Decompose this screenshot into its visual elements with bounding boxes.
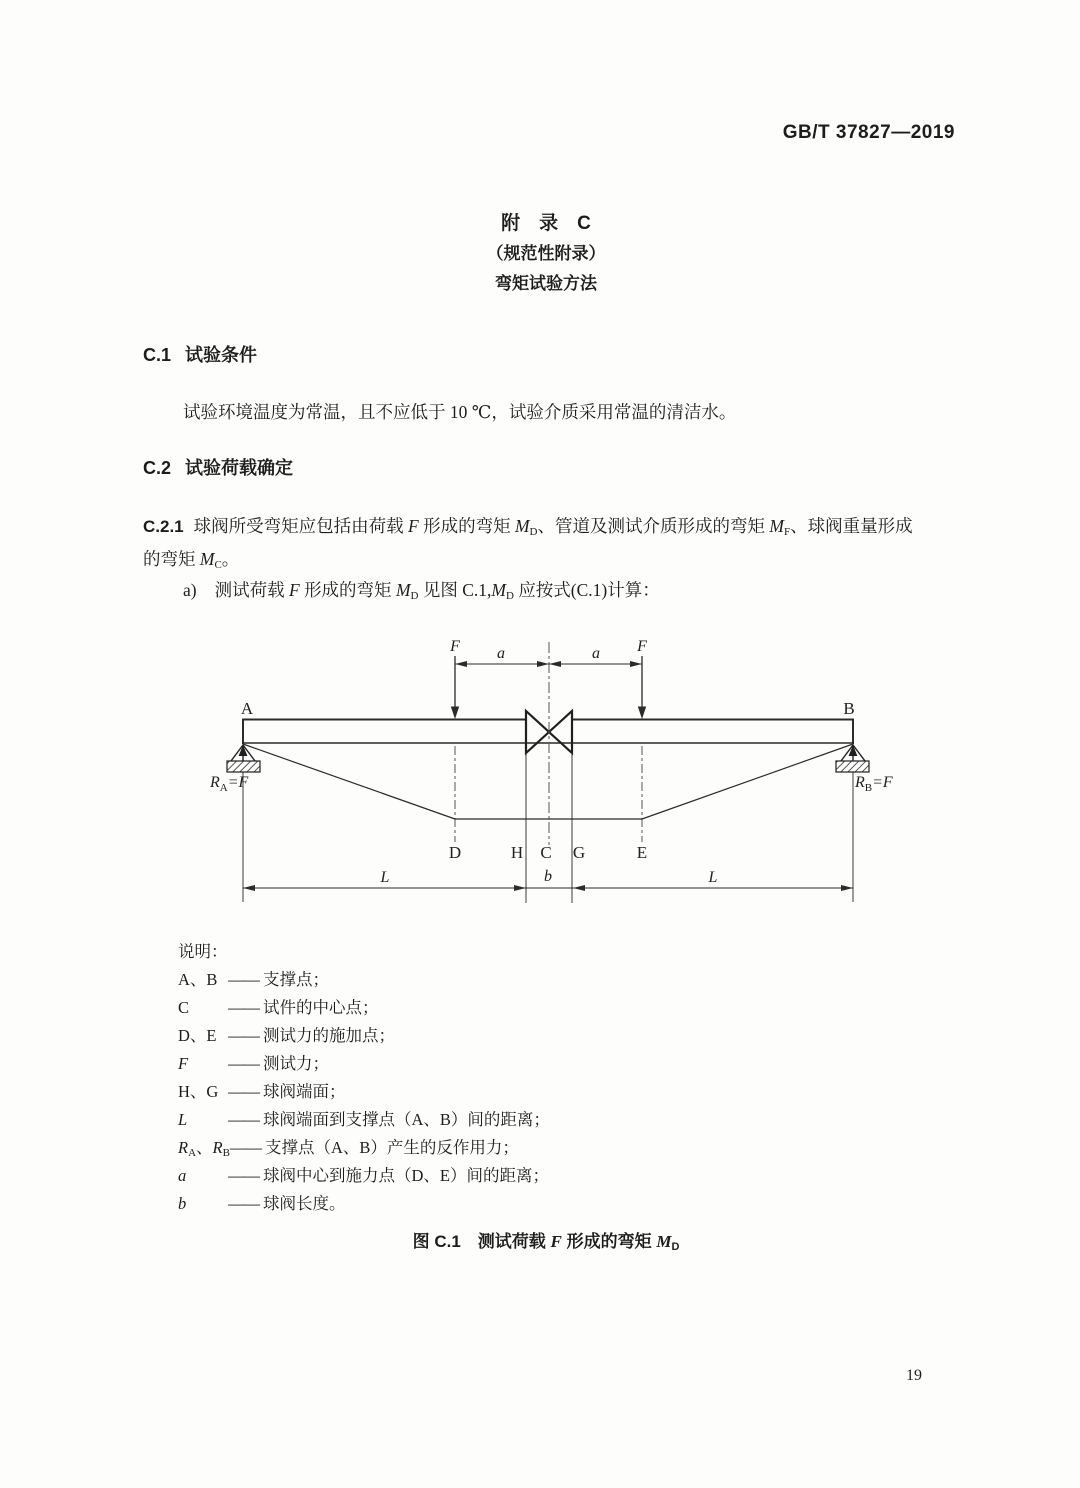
dim-a-right-label: a [592,645,600,662]
legend-dash: —— [228,1166,259,1185]
appendix-subtitle-normative: （规范性附录） [486,244,606,263]
clause-c21-line1: C.2.1 球阀所受弯矩应包括由荷载 F 形成的弯矩 $M_D$、管道及测试介质形成的弯矩 $M_F$、球阀重量形成 [143,516,913,538]
legend-dash: —— [228,1054,259,1073]
section-c1-body: 试验环境温度为常温，且不应低于 10 ℃，试验介质采用常温的清洁水。 [183,402,737,422]
support-b [836,745,869,772]
legend-dash: —— [228,1194,259,1213]
list-item-a [183,577,660,602]
legend-dash: —— [229,1138,261,1157]
section-c2-title: 试验荷载确定 [185,458,294,478]
dim-l-left-label: L [380,869,390,886]
legend-dash: —— [228,1110,259,1129]
section-c2-heading [143,454,293,480]
point-d-label: D [448,843,462,862]
legend-item-end-faces: H、G —— 球阀端面； [178,1078,550,1106]
support-a [227,745,260,772]
legend-item-distance-a: a —— 球阀中心到施力点（D、E）间的距离； [178,1162,550,1190]
list-item-a-ordinal: a) [183,580,197,600]
legend-dash: —— [228,998,259,1017]
dim-b-label: b [544,868,552,885]
legend-dash: —— [228,1082,259,1101]
point-h-label: H [510,843,524,862]
reaction-rb-label: $R_B=F$ [855,774,893,794]
page-number: 19 [906,1367,922,1384]
figure-c1-diagram [0,630,1080,920]
appendix-title-block [12,209,1080,299]
point-c-label: C [540,843,552,862]
reaction-ra-label: $R_A=F$ [210,774,249,794]
force-f-left-label: F [450,638,460,655]
legend-item-distance-l: L —— 球阀端面到支撑点（A、B）间的距离； [178,1106,550,1134]
dimension-l-b-l [243,885,853,891]
point-g-label: G [572,843,586,862]
legend-item-reactions: $R_A$、$R_B$ —— 支撑点（A、B）产生的反作用力； [178,1134,550,1162]
dim-l-right-label: L [708,869,718,886]
standard-code: GB/T 37827—2019 [782,122,955,143]
legend-dash: —— [228,1026,259,1045]
moment-diagram [243,744,853,819]
legend-item-supports: A、B —— 支撑点； [178,966,550,994]
section-c1-heading [143,341,257,367]
section-c1-number: C.1 [143,345,172,365]
legend-item-center: C —— 试件的中心点； [178,994,550,1022]
centerlines [240,642,853,903]
section-c1-title: 试验条件 [185,345,258,365]
legend-item-force: F —— 测试力； [178,1050,550,1078]
legend-dash: —— [228,970,259,989]
point-b-label: B [843,699,855,718]
force-f-right-label: F [637,638,647,655]
legend-title: 说明： [178,942,228,961]
point-a-label: A [240,699,254,718]
dim-a-left-label: a [497,645,505,662]
legend-item-load-points: D、E —— 测试力的施加点； [178,1022,550,1050]
list-item-a-text: 测试荷载 F 形成的弯矩 $M_D$ 见图 $C.1,M_D$ 应按式(C.1)计算： [214,580,660,602]
figure-legend [178,938,550,1218]
section-c2-number: C.2 [143,458,172,478]
figure-caption: 图 C.1 测试荷载 F 形成的弯矩 $M_D$ [412,1232,680,1253]
appendix-subtitle-method: 弯矩试验方法 [495,274,597,293]
legend-item-length-b: b —— 球阀长度。 [178,1190,550,1218]
point-e-label: E [636,843,648,862]
appendix-title: 附 录 C [501,213,591,234]
clause-c21-line2: 的弯矩 $M_C$。 [143,549,240,571]
